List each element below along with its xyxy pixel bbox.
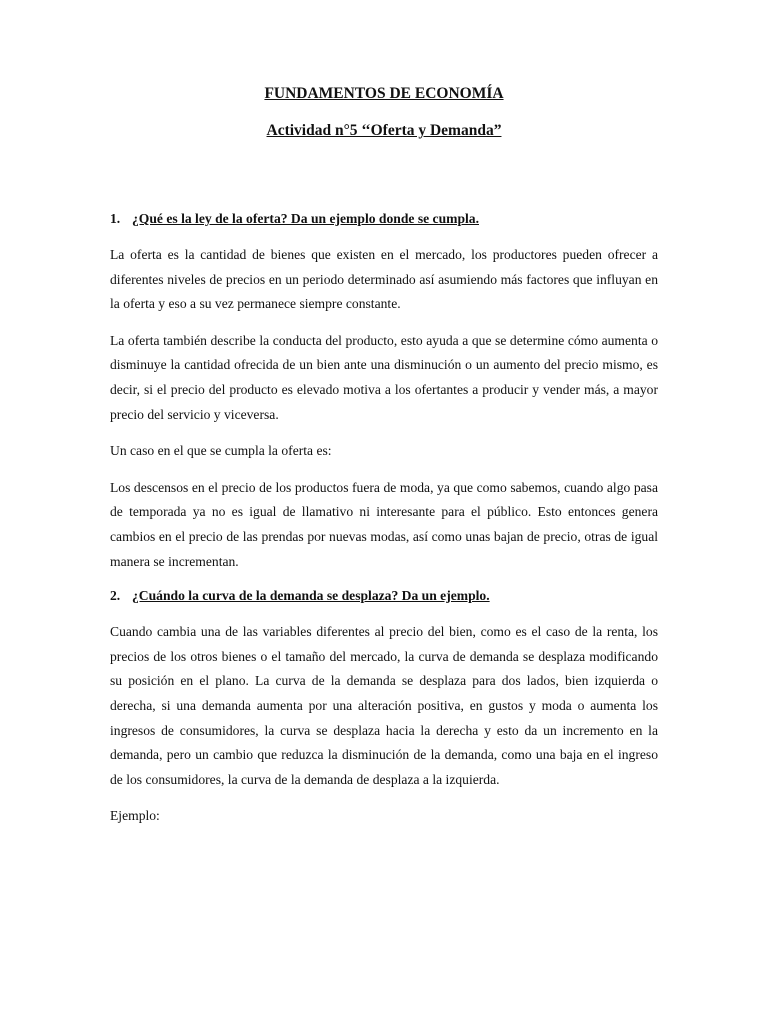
section-1-paragraph-4: Los descensos en el precio de los productos fuera de moda, ya que como sabemos, cuando algo pasa de temporada ya no es igual de llamativo ni interesante para el público. Esto entonces genera cambios en el precio de las prendas por nuevas modas, así como unas bajan de precio, otras de igual manera se incrementan. xyxy=(110,479,658,569)
section-1 xyxy=(110,209,658,574)
section-1-paragraph-1: La oferta es la cantidad de bienes que existen en el mercado, los productores pueden ofrecer a diferentes niveles de precios en un periodo determinado así asumiendo más factores que influyan en la oferta y eso a su vez permanece siempre constante. xyxy=(110,247,658,312)
section-2-question xyxy=(110,586,658,606)
section-2-paragraph-1: Cuando cambia una de las variables diferentes al precio del bien, como es el caso de la renta, los precios de los otros bienes o el tamaño del mercado, la curva de demanda se desplaza modificando su posición en el plano. La curva de la demanda se desplaza para dos lados, bien izquierda o derecha, si una demanda aumenta por una alteración positiva, en gustos y moda o aumenta los ingresos de consumidores, la curva se desplaza hacia la derecha y esto da un incremento en la demanda, pero un cambio que reduzca la disminución de la demanda, como una baja en el ingreso de los consumidores, la curva de la demanda de desplaza a la izquierda. xyxy=(110,624,658,787)
section-1-paragraph-2: La oferta también describe la conducta del producto, esto ayuda a que se determine cómo aumenta o disminuye la cantidad ofrecida de un bien ante una disminución o un aumento del precio mismo, es decir, si el precio del producto es elevado motiva a los ofertantes a producir y vender más, a mayor precio del servicio y viceversa. xyxy=(110,332,658,422)
section-1-number: 1. xyxy=(110,211,121,226)
section-2-number: 2. xyxy=(110,588,121,604)
document-subtitle: Actividad n°5 ‘‘Oferta y Demanda” xyxy=(266,122,502,139)
section-1-paragraph-3: Un caso en el que se cumpla la oferta es: xyxy=(110,443,332,459)
section-1-question-text: ¿Qué es la ley de la oferta? Da un ejemplo donde se cumpla. xyxy=(132,211,479,226)
section-2-paragraph-2: Ejemplo: xyxy=(110,808,160,824)
document-title: FUNDAMENTOS DE ECONOMÍA xyxy=(264,85,504,102)
section-1-question xyxy=(110,209,658,229)
document-page xyxy=(110,84,658,829)
section-2-question-text: ¿Cuándo la curva de la demanda se desplaza? Da un ejemplo. xyxy=(132,588,490,604)
section-2 xyxy=(110,586,658,829)
